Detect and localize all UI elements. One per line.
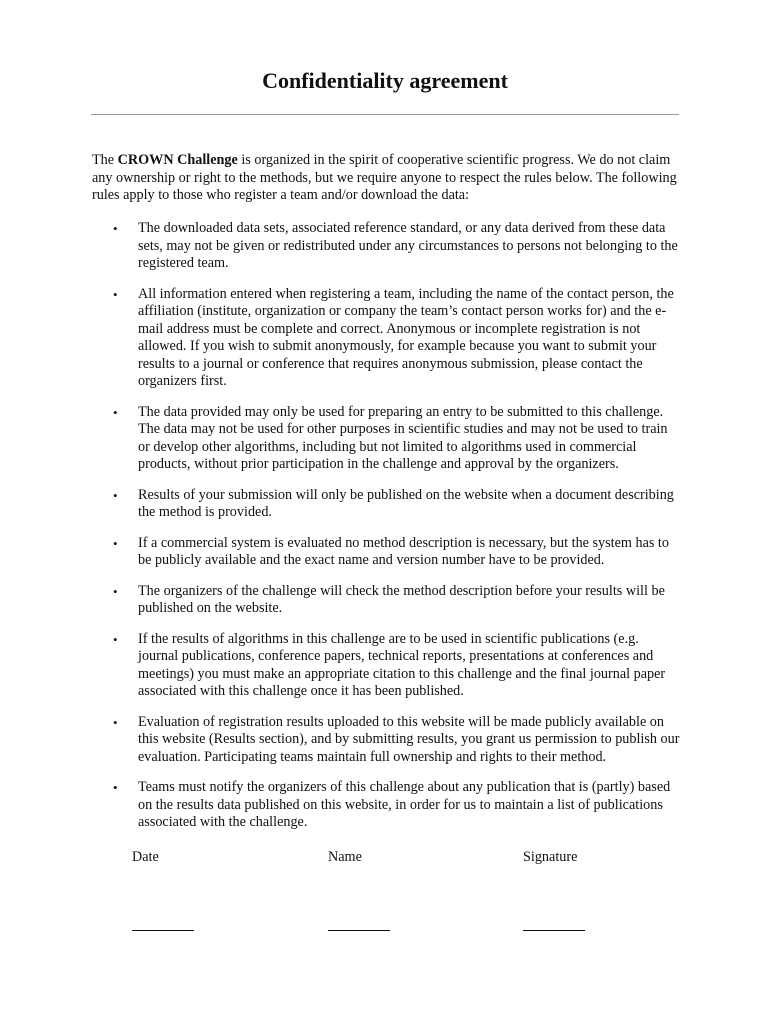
rule-text: Evaluation of registration results uploaded to this website will be made publicly available on this website (Results section), and by submitting results, you grant us permission to publish our evaluation. Participating teams maintain full ownership and rights to their method. [138, 713, 680, 765]
intro-prefix: The [92, 152, 118, 168]
rule-item [92, 779, 682, 832]
name-signature-line[interactable] [328, 930, 390, 931]
rules-list [92, 220, 682, 845]
title-divider [91, 114, 679, 115]
bullet-icon: • [113, 714, 118, 730]
intro-paragraph [92, 152, 682, 205]
signature-label: Signature [523, 849, 578, 865]
rule-item [92, 404, 682, 474]
rule-item [92, 583, 682, 618]
rule-item [92, 631, 682, 701]
bullet-icon: • [113, 583, 118, 599]
rule-text: The downloaded data sets, associated reference standard, or any data derived from these data sets, may not be given or redistributed under any circumstances to persons not belonging to the registered team. [138, 220, 678, 271]
rule-text: The organizers of the challenge will check the method description before your results will be published on the website. [138, 582, 665, 616]
date-signature-line[interactable] [132, 930, 194, 931]
rule-item [92, 220, 682, 273]
rule-item [92, 714, 682, 767]
rule-text: All information entered when registering a team, including the name of the contact person, the affiliation (institute, organization or company the team’s contact person works for) and the e-mail address must be complete and correct. Anonymous or incomplete registration is not allowed. If you wish to submit anonymously, for example because you want to submit your results to a journal or conference that requires anonymous submission, please contact the organizers first. [138, 285, 674, 389]
bullet-icon: • [113, 221, 118, 236]
rule-text: The data provided may only be used for preparing an entry to be submitted to this challenge. The data may not be used for other purposes in scientific studies and may not be used to train or develop other algorithms, including but not limited to algorithms used in commercial products, without prior participation in the challenge and approval by the organizers. [138, 403, 668, 472]
rule-item [92, 535, 682, 570]
rule-item [92, 487, 682, 522]
rule-item [92, 286, 682, 391]
intro-suffix: is organized in the spirit of cooperative scientific progress. We do not claim any ownership or right to the methods, but we require anyone to respect the rules below. The following rules apply to those who register a team and/or download the data: [92, 152, 677, 203]
signature-line[interactable] [523, 930, 585, 931]
bullet-icon: • [113, 780, 118, 795]
bullet-icon: • [113, 535, 118, 551]
bullet-icon: • [113, 404, 118, 420]
rule-text: If a commercial system is evaluated no method description is necessary, but the system has to be publicly available and the exact name and version number have to be provided. [138, 534, 669, 568]
date-label: Date [132, 849, 159, 865]
name-label: Name [328, 849, 362, 865]
bullet-icon: • [113, 487, 118, 503]
intro-challenge-name: CROWN Challenge [117, 152, 238, 168]
bullet-icon: • [113, 631, 118, 647]
bullet-icon: • [113, 286, 118, 302]
rule-text: Teams must notify the organizers of this challenge about any publication that is (partly) based on the results data published on this website, in order for us to maintain a list of publications associated with the challenge. [138, 779, 671, 830]
rule-text: Results of your submission will only be published on the website when a document describing the method is provided. [138, 486, 674, 520]
rule-text: If the results of algorithms in this challenge are to be used in scientific publications (e.g. journal publications, conference papers, technical reports, presentations at conferences and meetings) you must make an appropriate citation to this challenge and the final journal paper associated with this challenge once it has been published. [138, 630, 666, 699]
document-title: Confidentiality agreement [262, 68, 508, 93]
